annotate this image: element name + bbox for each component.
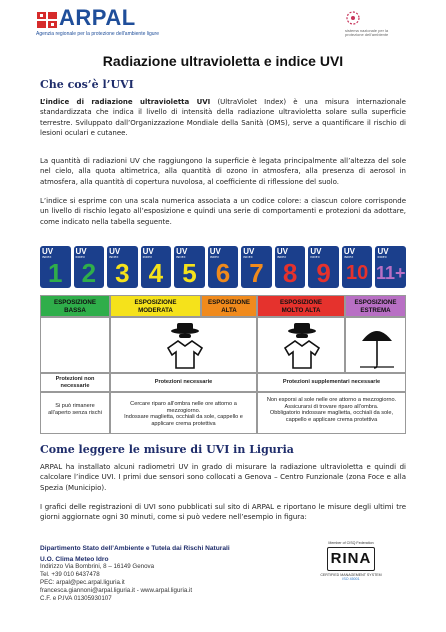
index-label: INDEX xyxy=(109,255,119,259)
uv-level-3 xyxy=(107,246,138,288)
arpal-logo-icon xyxy=(36,11,58,29)
index-label: INDEX xyxy=(276,255,287,259)
uv-level-4 xyxy=(141,246,172,288)
index-label: INDEX xyxy=(176,255,186,259)
uv-label: UV xyxy=(209,247,221,256)
hat-shirt-icon-extra xyxy=(281,322,323,370)
snpa-text: sistema nazionale per la protezione dell'ambiente xyxy=(345,28,389,37)
icon-cell-moderate-high xyxy=(110,317,257,373)
section-heading-liguria: Come leggere le misure di UVI in Liguria xyxy=(40,443,294,456)
uv-level-6 xyxy=(208,246,239,288)
category-high xyxy=(201,295,257,317)
paragraph-uv-factors: La quantità di radiazioni UV che raggiungono la superficie è legata principalmente all’altezza del sole nel cielo, alla quota altimetrica, alla quantità di ozono in atmosfera, alla presenza di aerosol in atmosfera, alla quantità di copertura nuvolosa, al coefficiente di riflessione del suolo. xyxy=(40,157,406,186)
index-label: INDEX xyxy=(243,255,253,259)
category-label-line: MOLTO ALTA xyxy=(281,306,321,314)
rina-certification-badge xyxy=(311,541,391,591)
cert-iso-text: ISO 45001 xyxy=(342,577,360,581)
description-line: Indossare maglietta, occhiali da sole, cappello e applicare crema protettiva xyxy=(124,414,243,427)
footer-contacts xyxy=(40,545,230,603)
index-label: INDEX xyxy=(42,255,52,259)
uv-level-value: 1 xyxy=(48,258,63,288)
cert-system-text: CERTIFIED MANAGEMENT SYSTEM xyxy=(320,573,382,577)
description-line: Non esporsi al sole nelle ore attorno a mezzogiorno. xyxy=(266,397,397,403)
uv-label: UV xyxy=(276,247,288,256)
uv-level-7 xyxy=(241,246,272,288)
description-none xyxy=(40,392,110,434)
index-label: INDEX xyxy=(142,255,153,259)
uv-label: UV xyxy=(377,247,389,256)
uv-level-value: 8 xyxy=(282,258,298,288)
uv-label: UV xyxy=(310,247,322,256)
category-label-line: ESPOSIZIONE xyxy=(208,299,250,306)
description-line: Cercare riparo all’ombra nelle ore attorno a mezzogiorno. xyxy=(130,401,237,414)
category-label-line: MODERATA xyxy=(138,306,173,314)
category-label-line: ESPOSIZIONE xyxy=(134,299,177,306)
uvi-definition-lead: L’indice di radiazione ultravioletta UVI xyxy=(40,98,211,106)
uv-level-5 xyxy=(174,246,205,288)
paragraph-graphs: I grafici delle registrazioni di UVI sono pubblicati sul sito di ARPAL e riportano le misure degli ultimi tre giorni aggiornate ogni 30 minuti, come si può vedere nell’esempio in figura: xyxy=(40,503,406,522)
footer-pec: PEC: arpal@pec.arpal.liguria.it xyxy=(40,579,125,586)
category-label-line: ESTREMA xyxy=(360,306,391,314)
footer-department: Dipartimento Stato dell’Ambiente e Tutela dai Rischi Naturali xyxy=(40,545,230,552)
uv-level-11 xyxy=(375,246,406,288)
uv-index-levels xyxy=(40,242,406,292)
footer-phone: Tel. +39 010 6437478 xyxy=(40,571,100,578)
uv-level-value: 6 xyxy=(215,258,231,288)
uv-label: UV xyxy=(109,247,121,256)
index-label: INDEX xyxy=(343,255,354,259)
footer-unit: U.O. Clima Meteo Idro xyxy=(40,556,109,563)
index-label: INDEX xyxy=(209,255,220,259)
uv-label: UV xyxy=(243,247,255,256)
paragraph-uvi-definition xyxy=(40,97,406,139)
description-line: Obbligatorio indossare maglietta, occhiali da sole, cappello e applicare crema protettiva xyxy=(269,410,394,423)
uv-level-value: 11+ xyxy=(375,263,406,283)
page-title: Radiazione ultravioletta e indice UVI xyxy=(102,53,344,69)
uv-level-10 xyxy=(342,246,373,288)
protection-extra: Protezioni supplementari necessarie xyxy=(257,373,406,392)
uv-level-8 xyxy=(275,246,306,288)
uv-label: UV xyxy=(75,247,87,256)
icon-cell-extreme xyxy=(345,317,406,373)
uv-level-value: 4 xyxy=(148,258,164,288)
description-needed xyxy=(110,392,257,434)
description-line: Assicurarsi di trovare riparo all’ombra. xyxy=(284,403,379,410)
protection-needed: Protezioni necessarie xyxy=(110,373,257,392)
uv-label: UV xyxy=(142,247,154,256)
category-label-line: ESPOSIZIONE xyxy=(54,299,96,306)
icon-cell-low xyxy=(40,317,110,373)
arpal-logo-text: ARPAL xyxy=(59,5,136,30)
footer-address: Indirizzo Via Bombrini, 8 – 16149 Genova xyxy=(40,563,155,570)
category-moderate xyxy=(110,295,201,317)
uv-label: UV xyxy=(42,247,54,256)
category-label-line: ALTA xyxy=(221,306,237,314)
category-very-high xyxy=(257,295,345,317)
category-low xyxy=(40,295,110,317)
page-header xyxy=(36,5,408,38)
rina-logo: RINA xyxy=(327,547,375,571)
category-label-line: BASSA xyxy=(64,306,86,314)
uv-level-value: 3 xyxy=(115,258,130,288)
footer-vat: C.F. e P.IVA 01305930107 xyxy=(40,595,112,602)
footer-email-web: francesca.giannoni@arpal.liguria.it - www.arpal.liguria.it xyxy=(40,587,193,594)
uv-label: UV xyxy=(343,247,356,256)
paragraph-radiometers: ARPAL ha installato alcuni radiometri UV in grado di misurare la radiazione ultravioletta e quindi di calcolare l’indice UVI. I primi due sensori sono collocati a Genova – Centro Funzionale (zona Foce e alla Spezia (Municipio). xyxy=(40,463,406,492)
protection-none: Protezioni non necessarie xyxy=(40,373,110,392)
index-label: INDEX xyxy=(310,255,320,259)
category-label-line: ESPOSIZIONE xyxy=(280,299,322,306)
hat-shirt-icon xyxy=(164,322,206,370)
paragraph-uv-scale: L’indice si esprime con una scala numerica associata a un codice colore: a ciascun colore corrisponde un livello di rischio legato all’esposizione e quindi una serie di comportamenti e protezioni da adottare, come indicato nella tabella seguente. xyxy=(40,197,406,226)
uv-level-9 xyxy=(308,246,339,288)
uv-level-value: 10 xyxy=(346,262,369,284)
index-label: INDEX xyxy=(377,255,387,259)
description-extra xyxy=(257,392,406,434)
umbrella-icon xyxy=(358,323,396,369)
category-label-line: ESPOSIZIONE xyxy=(354,299,397,306)
index-label: INDEX xyxy=(75,255,85,259)
uv-level-1 xyxy=(40,246,71,288)
uv-level-2 xyxy=(74,246,105,288)
icon-cell-very-high xyxy=(257,317,345,373)
cert-member-text: Member of CISQ Federation xyxy=(328,541,374,545)
uv-level-value: 5 xyxy=(182,258,197,288)
uv-level-value: 9 xyxy=(316,258,331,288)
uvi-definition-rest: (UltraViolet Index) è una misura internazionale standardizzata che indica il livello di intensità della radiazione ultravioletta solare sulla superficie terrestre. Sviluppato dall’Organizzazione Mondiale della Sanità (OMS), serve a quantificare il rischio di lesioni oculari e cutanee. xyxy=(40,98,406,138)
description-line: Si può rimanere all’aperto senza rischi xyxy=(48,403,102,416)
category-extreme xyxy=(345,295,406,317)
arpal-logo-subtitle: Agenzia regionale per la protezione dell'ambiente ligure xyxy=(36,31,159,37)
uv-level-value: 7 xyxy=(249,258,264,288)
uv-index-table xyxy=(40,242,406,434)
uv-level-value: 2 xyxy=(81,258,97,288)
uv-label: UV xyxy=(176,247,188,256)
section-heading-what-is-uvi: Che cos’è l’UVI xyxy=(40,78,134,91)
